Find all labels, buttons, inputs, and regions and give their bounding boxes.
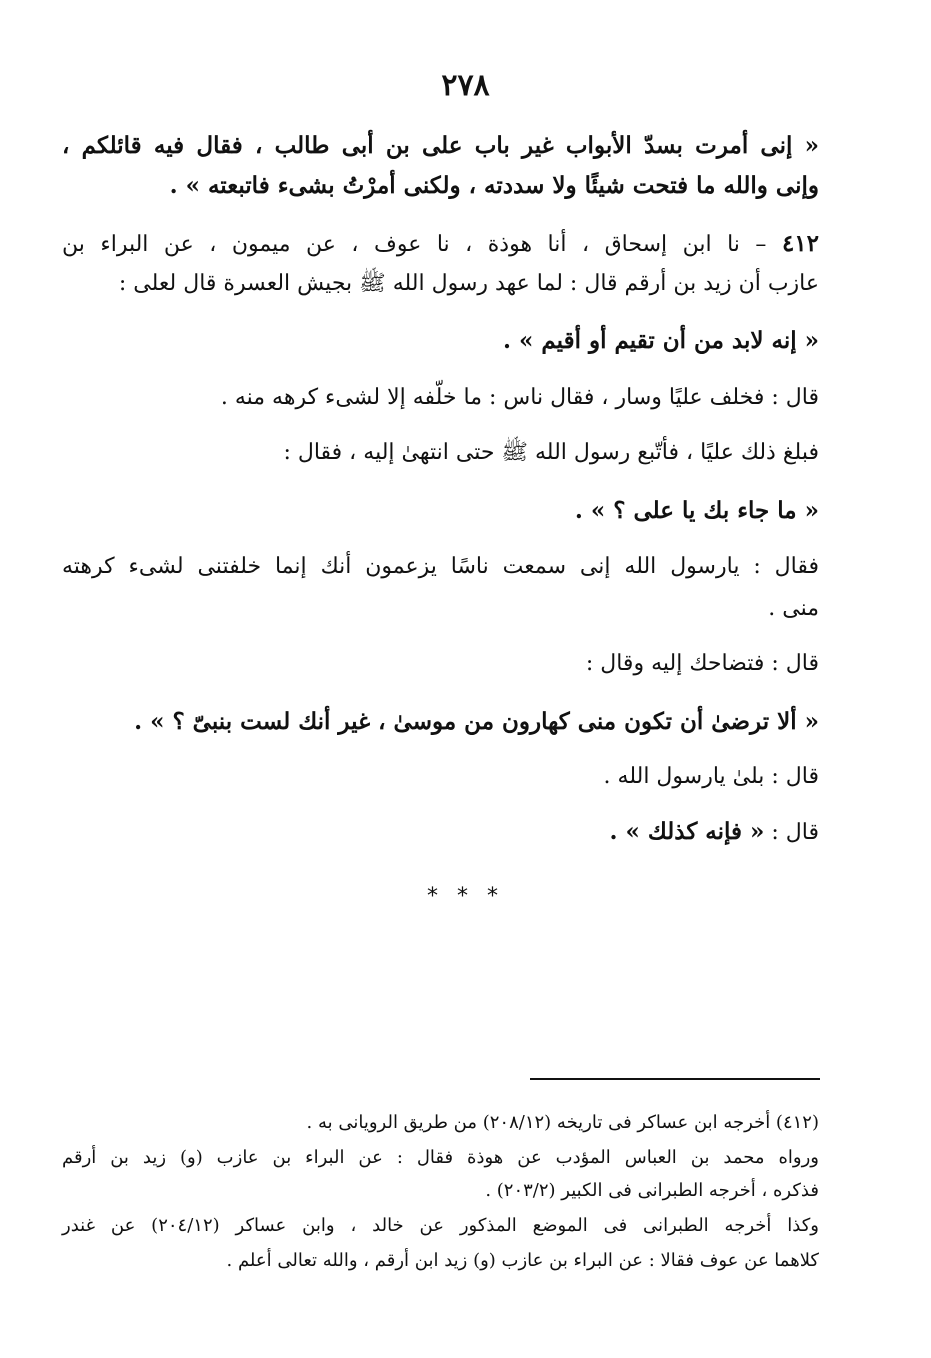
isnad-text: – نا ابن إسحاق ، أنا هوذة ، نا عوف ، عن ميمون ، عن البراء بن (62, 232, 782, 257)
narration-line-5: قال : فتضاحك إليه وقال : (585, 651, 819, 676)
narration-line-7 (62, 816, 819, 849)
prophet-quote-2: « ما جاء بك يا على ؟ » . (574, 497, 819, 524)
narration-line-3: فقال : يارسول الله إنى سمعت ناسًا يزعمون أنك إنما خلفتنى لشىء كرهته (62, 554, 819, 579)
footnote-line-3: فذكره ، أخرجه الطبرانى فى الكبير (٢٠٣/٢) . (485, 1180, 819, 1201)
footnote-line-1: (٤١٢) أخرجه ابن عساكر فى تاريخه (٢٠٨/١٢) من طريق الرويانى به . (306, 1112, 819, 1133)
hadith-number: ٤١٢ (781, 230, 819, 257)
footnote-line-4: وكذا أخرجه الطبرانى فى الموضع المذكور عن خالد ، وابن عساكر (٢٠٤/١٢) عن غندر (62, 1215, 819, 1236)
prophet-quote-1: « إنه لابد من أن تقيم أو أقيم » . (502, 327, 819, 354)
hadith-412-isnad-line-2: عازب أن زيد بن أرقم قال : لما عهد رسول الله ﷺ بجيش العسرة قال لعلى : (118, 271, 819, 296)
narration-line-4: منى . (768, 596, 819, 621)
narration-line-2: فبلغ ذلك عليًا ، فأتّبع رسول الله ﷺ حتى انتهىٰ إليه ، فقال : (283, 440, 819, 465)
narration-prefix: قال : (764, 820, 819, 845)
hadith-quote-line-1: « إنى أمرت بسدّ الأبواب غير باب على بن أبى طالب ، فقال فيه قائلكم ، (62, 132, 819, 159)
footnote-rule (530, 1078, 820, 1080)
footnote-line-2: ورواه محمد بن العباس المؤدب عن هوذة فقال : عن البراء بن عازب (و) زيد بن أرقم (62, 1147, 819, 1168)
narration-line-6: قال : بلىٰ يارسول الله . (603, 764, 819, 789)
page-number: ٢٧٨ (441, 68, 490, 103)
section-separator: * * * (427, 884, 504, 909)
prophet-quote-3: « ألا ترضىٰ أن تكون منى كهارون من موسىٰ ، غير أنك لست بنبىّ ؟ » . (134, 708, 819, 735)
hadith-quote-line-2: وإنى والله ما فتحت شيئًا ولا سددته ، ولكنى أمرْتُ بشىء فاتبعته » . (169, 172, 819, 199)
footnote-line-5: كلاهما عن عوف فقالا : عن البراء بن عازب (و) زيد ابن أرقم ، والله تعالى أعلم . (226, 1250, 819, 1271)
narration-line-1: قال : فخلف عليًا وسار ، فقال ناس : ما خلّفه إلا لشىء كرهه منه . (220, 385, 819, 410)
prophet-quote-4: « فإنه كذلك » . (609, 818, 765, 845)
hadith-412-isnad-line-1 (62, 228, 819, 261)
